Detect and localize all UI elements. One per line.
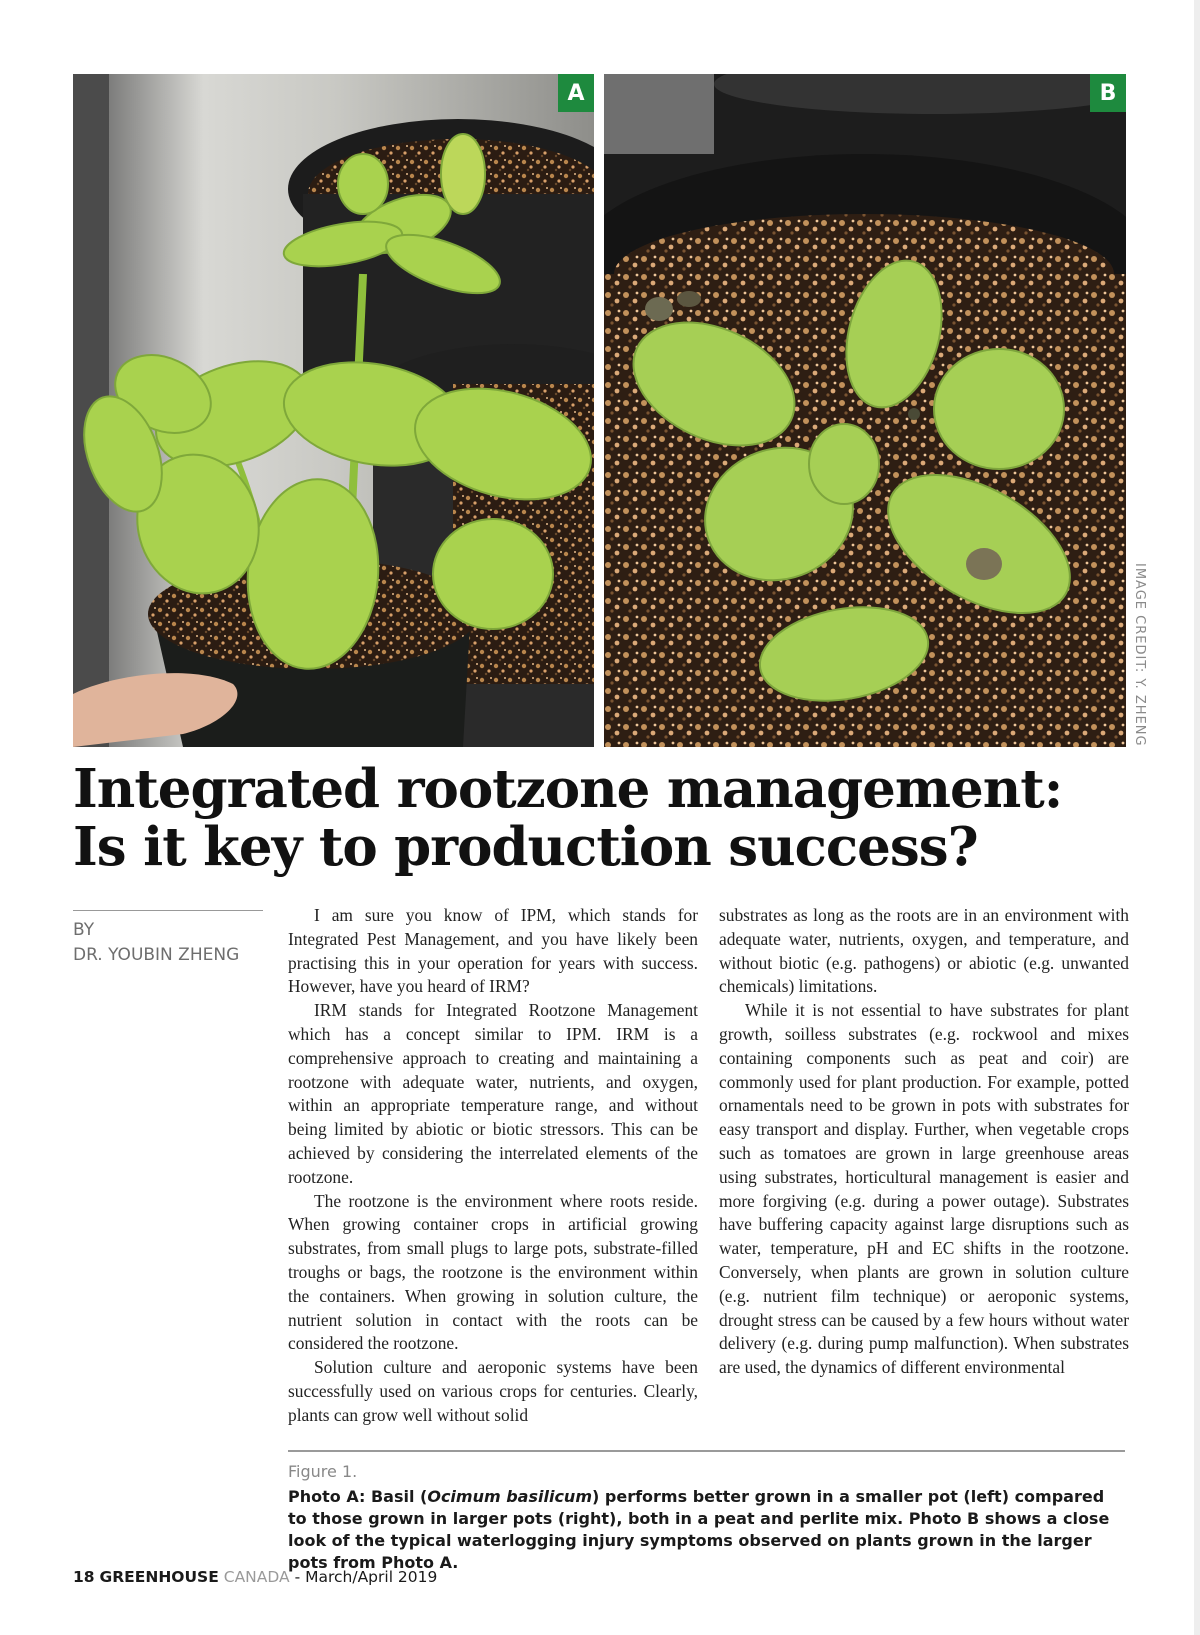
paragraph: IRM stands for Integrated Rootzone Management which has a concept similar to IPM. IRM is a comprehensive approach to creating and maintaining a rootzone with adequate water, nutrients, and oxygen, within an appropriate temperature range, and without being limited by abiotic or biotic stressors. This can be achieved by considering the interrelated elements of the rootzone. bbox=[288, 1000, 698, 1187]
paragraph: I am sure you know of IPM, which stands for Integrated Pest Management, and you have likely been practising this in your operation for years with success. However, have you heard of IRM? bbox=[288, 905, 698, 997]
page-number: 18 bbox=[73, 1568, 95, 1586]
caption-species: Ocimum basilicum bbox=[427, 1487, 592, 1506]
photo-a-badge: A bbox=[558, 74, 594, 112]
figure-caption-text bbox=[288, 1486, 1125, 1574]
byline-rule bbox=[73, 910, 263, 911]
photo-b-image bbox=[604, 74, 1126, 747]
paragraph: substrates as long as the roots are in an environment with adequate water, nutrients, oxygen, and temperature, and without biotic (e.g. pathogens) or abiotic (e.g. unwanted chemicals) limitations. bbox=[719, 905, 1129, 997]
title-line-1: Integrated rootzone management: bbox=[73, 758, 1063, 820]
byline-by: BY bbox=[73, 920, 95, 940]
caption-text-before: Photo A: Basil ( bbox=[288, 1487, 428, 1506]
magazine-name-bold: GREENHOUSE bbox=[99, 1568, 219, 1586]
page-footer bbox=[73, 1568, 437, 1586]
photo-a-image bbox=[73, 74, 594, 747]
article-column-1 bbox=[288, 904, 698, 1428]
byline bbox=[73, 918, 273, 968]
article-title bbox=[73, 760, 1133, 876]
byline-author: DR. YOUBIN ZHENG bbox=[73, 945, 240, 965]
article-column-2 bbox=[719, 904, 1129, 1380]
figure-caption bbox=[288, 1460, 1125, 1574]
paragraph: Solution culture and aeroponic systems have been successfully used on various crops for centuries. Clearly, plants can grow well without solid bbox=[288, 1357, 698, 1425]
paragraph: While it is not essential to have substrates for plant growth, soilless substrates (e.g. rockwool and mixes containing components such as peat and coir) are commonly used for plant production. For example, potted ornamentals need to be grown in pots with substrates for easy transport and display. Further, when vegetable crops such as tomatoes are grown in large greenhouse areas using substrates, horticultural management is easier and more forgiving (e.g. during a power outage). Substrates have buffering capacity against large disruptions such as water, temperature, pH and EC shifts in the rootzone. Conversely, when plants are grown in solution culture (e.g. nutrient film technique) or aeroponic systems, drought stress can be caused by a few hours without water delivery (e.g. during pump malfunction). When substrates are used, the dynamics of different environmental bbox=[719, 1000, 1129, 1378]
photo-b-badge: B bbox=[1090, 74, 1126, 112]
caption-text-after: ) performs better grown in a smaller pot (left) compared to those grown in larger pots (right), both in a peat and perlite mix. Photo B shows a close look of the typical waterlogging injury symptoms observed on plants grown in the larger pots from Photo A. bbox=[288, 1487, 1110, 1572]
photo-a-basil-small-pot bbox=[73, 74, 594, 747]
magazine-name-light: CANADA bbox=[223, 1568, 290, 1586]
caption-rule bbox=[288, 1450, 1125, 1452]
figure-label: Figure 1. bbox=[288, 1462, 358, 1481]
image-credit: IMAGE CREDIT: Y. ZHENG bbox=[1132, 563, 1147, 747]
issue-date: - March/April 2019 bbox=[294, 1568, 438, 1586]
page-edge bbox=[1194, 0, 1200, 1635]
title-line-2: Is it key to production success? bbox=[73, 816, 978, 878]
paragraph: The rootzone is the environment where roots reside. When growing container crops in artificial growing substrates, from small plugs to large pots, substrate-filled troughs or bags, the rootzone is the environment within the containers. When growing in solution culture, the nutrient solution in contact with the roots can be considered the rootzone. bbox=[288, 1190, 698, 1354]
photo-b-basil-large-pot bbox=[604, 74, 1126, 747]
